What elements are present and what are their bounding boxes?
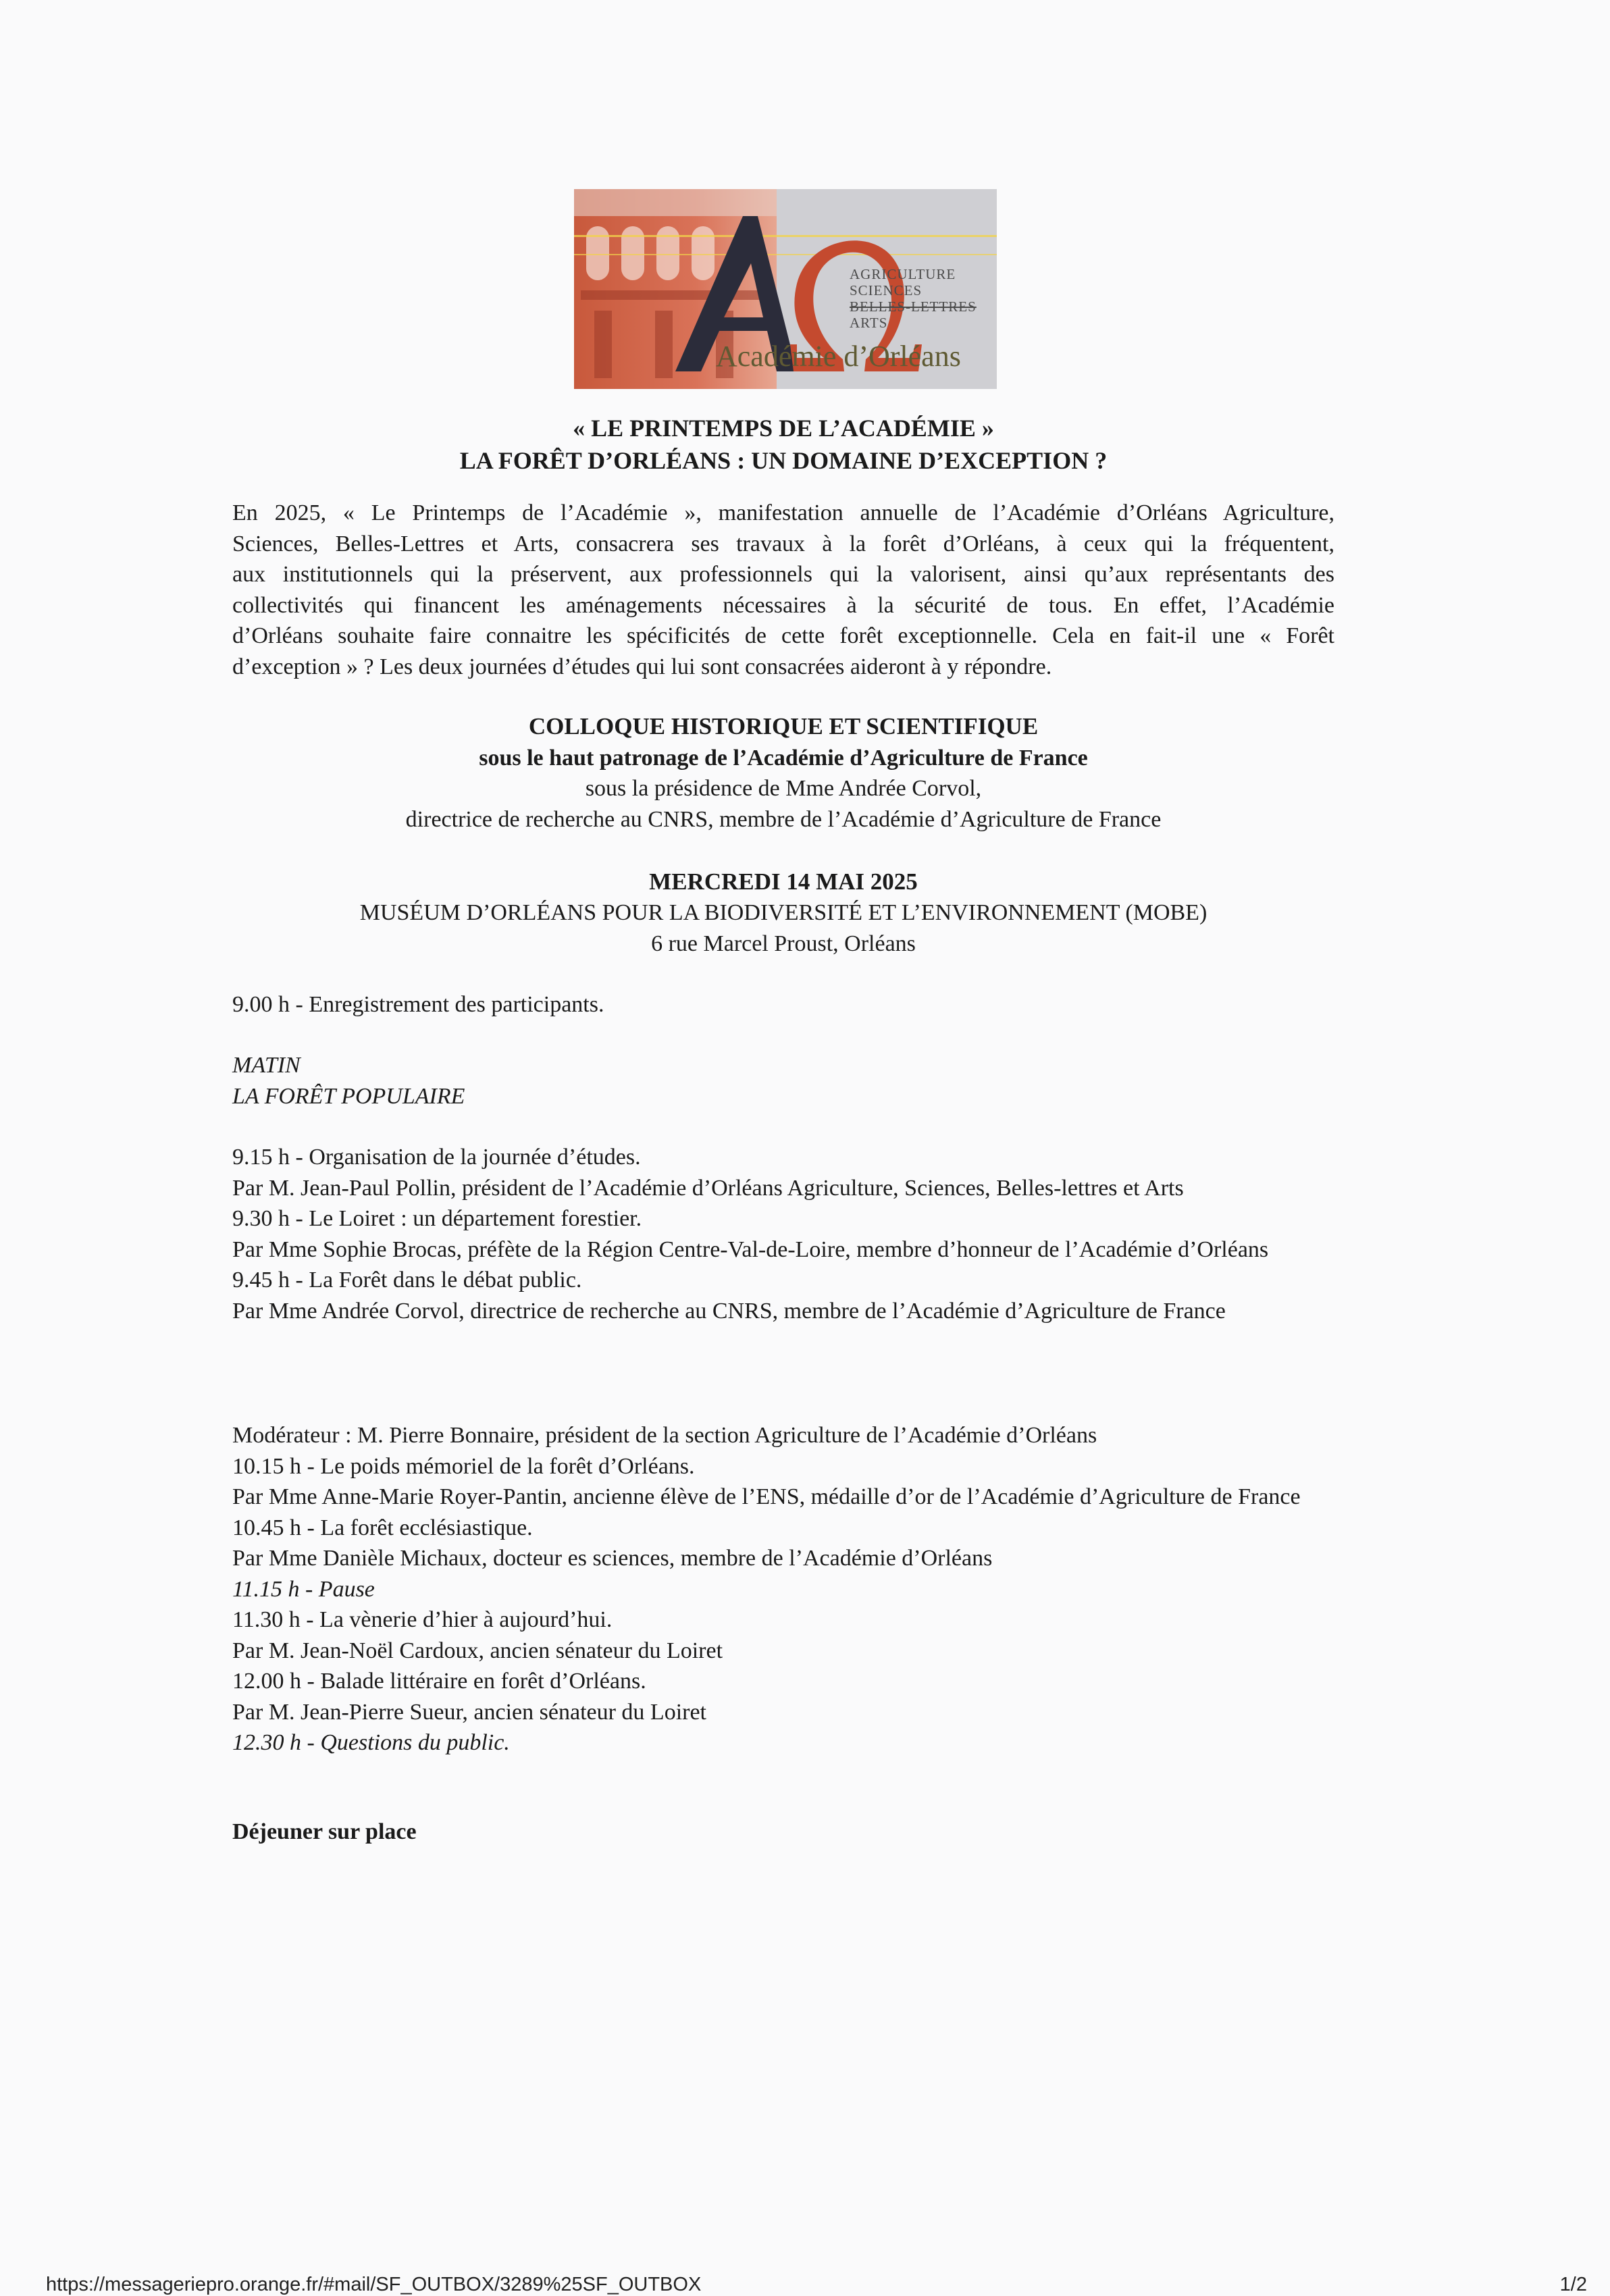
program-line: 9.30 h - Le Loiret : un département forestier. [232, 1206, 642, 1231]
program-line: Par M. Jean-Pierre Sueur, ancien sénateur du Loiret [232, 1699, 706, 1725]
logo-name: Académie d’Orléans [716, 340, 961, 373]
moderator-line: Modérateur : M. Pierre Bonnaire, président de la section Agriculture de l’Académie d’Orléans [232, 1423, 1097, 1448]
print-header-left [46, 0, 51, 11]
program-line: 12.00 h - Balade littéraire en forêt d’Orléans. [232, 1669, 646, 1694]
program-line: Par Mme Sophie Brocas, préfète de la Région Centre-Val-de-Loire, membre d’honneur de l’Académie d’Orléans [232, 1236, 1269, 1262]
program-line: Par Mme Anne-Marie Royer-Pantin, ancienne élève de l’ENS, médaille d’or de l’Académie d’Agriculture de France [232, 1484, 1301, 1509]
program-line: Par Mme Danièle Michaux, docteur es sciences, membre de l’Académie d’Orléans [232, 1546, 993, 1571]
logo-word: BELLES-LETTRES [850, 298, 977, 315]
lunch-line: Déjeuner sur place [232, 1819, 417, 1844]
intro-line: Sciences, Belles-Lettres et Arts, consacrera ses travaux à la forêt d’Orléans, à ceux qui la fréquentent, [232, 531, 1334, 556]
program-line: 11.30 h - La vènerie d’hier à aujourd’hui. [232, 1607, 613, 1632]
colloque-presidence: sous la présidence de Mme Andrée Corvol, [585, 776, 982, 801]
program-line: 10.45 h - La forêt ecclésiastique. [232, 1515, 533, 1540]
program-line: 10.15 h - Le poids mémoriel de la forêt d’Orléans. [232, 1453, 695, 1479]
program-line: Par Mme Andrée Corvol, directrice de recherche au CNRS, membre de l’Académie d’Agriculture de France [232, 1298, 1226, 1324]
logo-word: SCIENCES [850, 282, 923, 298]
intro-line: d’exception » ? Les deux journées d’études qui lui sont consacrées aideront à y répondre. [232, 654, 1052, 679]
intro-line: aux institutionnels qui la préservent, aux professionnels qui la valorisent, ainsi qu’aux représentants des [232, 562, 1334, 587]
program-line: Par M. Jean-Paul Pollin, président de l’Académie d’Orléans Agriculture, Sciences, Belles-lettres et Arts [232, 1175, 1184, 1201]
session-label: MATIN [232, 1053, 301, 1078]
logo-word: AGRICULTURE [850, 266, 956, 282]
colloque-role: directrice de recherche au CNRS, membre de l’Académie d’Agriculture de France [405, 807, 1162, 832]
program-line: 9.45 h - La Forêt dans le débat public. [232, 1268, 582, 1293]
intro-line: collectivités qui financent les aménagements nécessaires à la sécurité de tous. En effet, l’Académie [232, 592, 1334, 618]
title-line-1: « LE PRINTEMPS DE L’ACADÉMIE » [573, 415, 994, 442]
footer-url: https://messageriepro.orange.fr/#mail/SF_OUTBOX/3289%25SF_OUTBOX [46, 2274, 702, 2295]
program-line: Par M. Jean-Noël Cardoux, ancien sénateur du Loiret [232, 1638, 723, 1663]
pause-line: 11.15 h - Pause [232, 1576, 375, 1602]
session-title: LA FORÊT POPULAIRE [232, 1084, 465, 1109]
logo-words [850, 266, 977, 331]
program-block-1 [232, 1142, 1334, 1326]
academie-logo [574, 189, 997, 389]
colloque-title: COLLOQUE HISTORIQUE ET SCIENTIFIQUE [528, 713, 1039, 739]
logo-word: ARTS [850, 315, 888, 331]
title-line-2: LA FORÊT D’ORLÉANS : UN DOMAINE D’EXCEPTION ? [459, 447, 1108, 474]
intro-paragraph [232, 498, 1334, 682]
program-block-2 [232, 1420, 1334, 1758]
event-date: MERCREDI 14 MAI 2025 [649, 868, 918, 895]
footer-page-number: 1/2 [1559, 2274, 1587, 2295]
program-line: 9.15 h - Organisation de la journée d’études. [232, 1145, 641, 1170]
questions-line: 12.30 h - Questions du public. [232, 1730, 510, 1755]
event-address: 6 rue Marcel Proust, Orléans [651, 931, 916, 956]
event-venue: MUSÉUM D’ORLÉANS POUR LA BIODIVERSITÉ ET L’ENVIRONNEMENT (MOBE) [359, 900, 1208, 925]
intro-line: En 2025, « Le Printemps de l’Académie », manifestation annuelle de l’Académie d’Orléans Agriculture, [232, 500, 1334, 525]
intro-line: d’Orléans souhaite faire connaitre les spécificités de cette forêt exceptionnelle. Cela en fait-il une « Forêt [232, 623, 1334, 648]
program-registration: 9.00 h - Enregistrement des participants. [232, 992, 604, 1017]
colloque-patronage: sous le haut patronage de l’Académie d’Agriculture de France [479, 746, 1088, 771]
